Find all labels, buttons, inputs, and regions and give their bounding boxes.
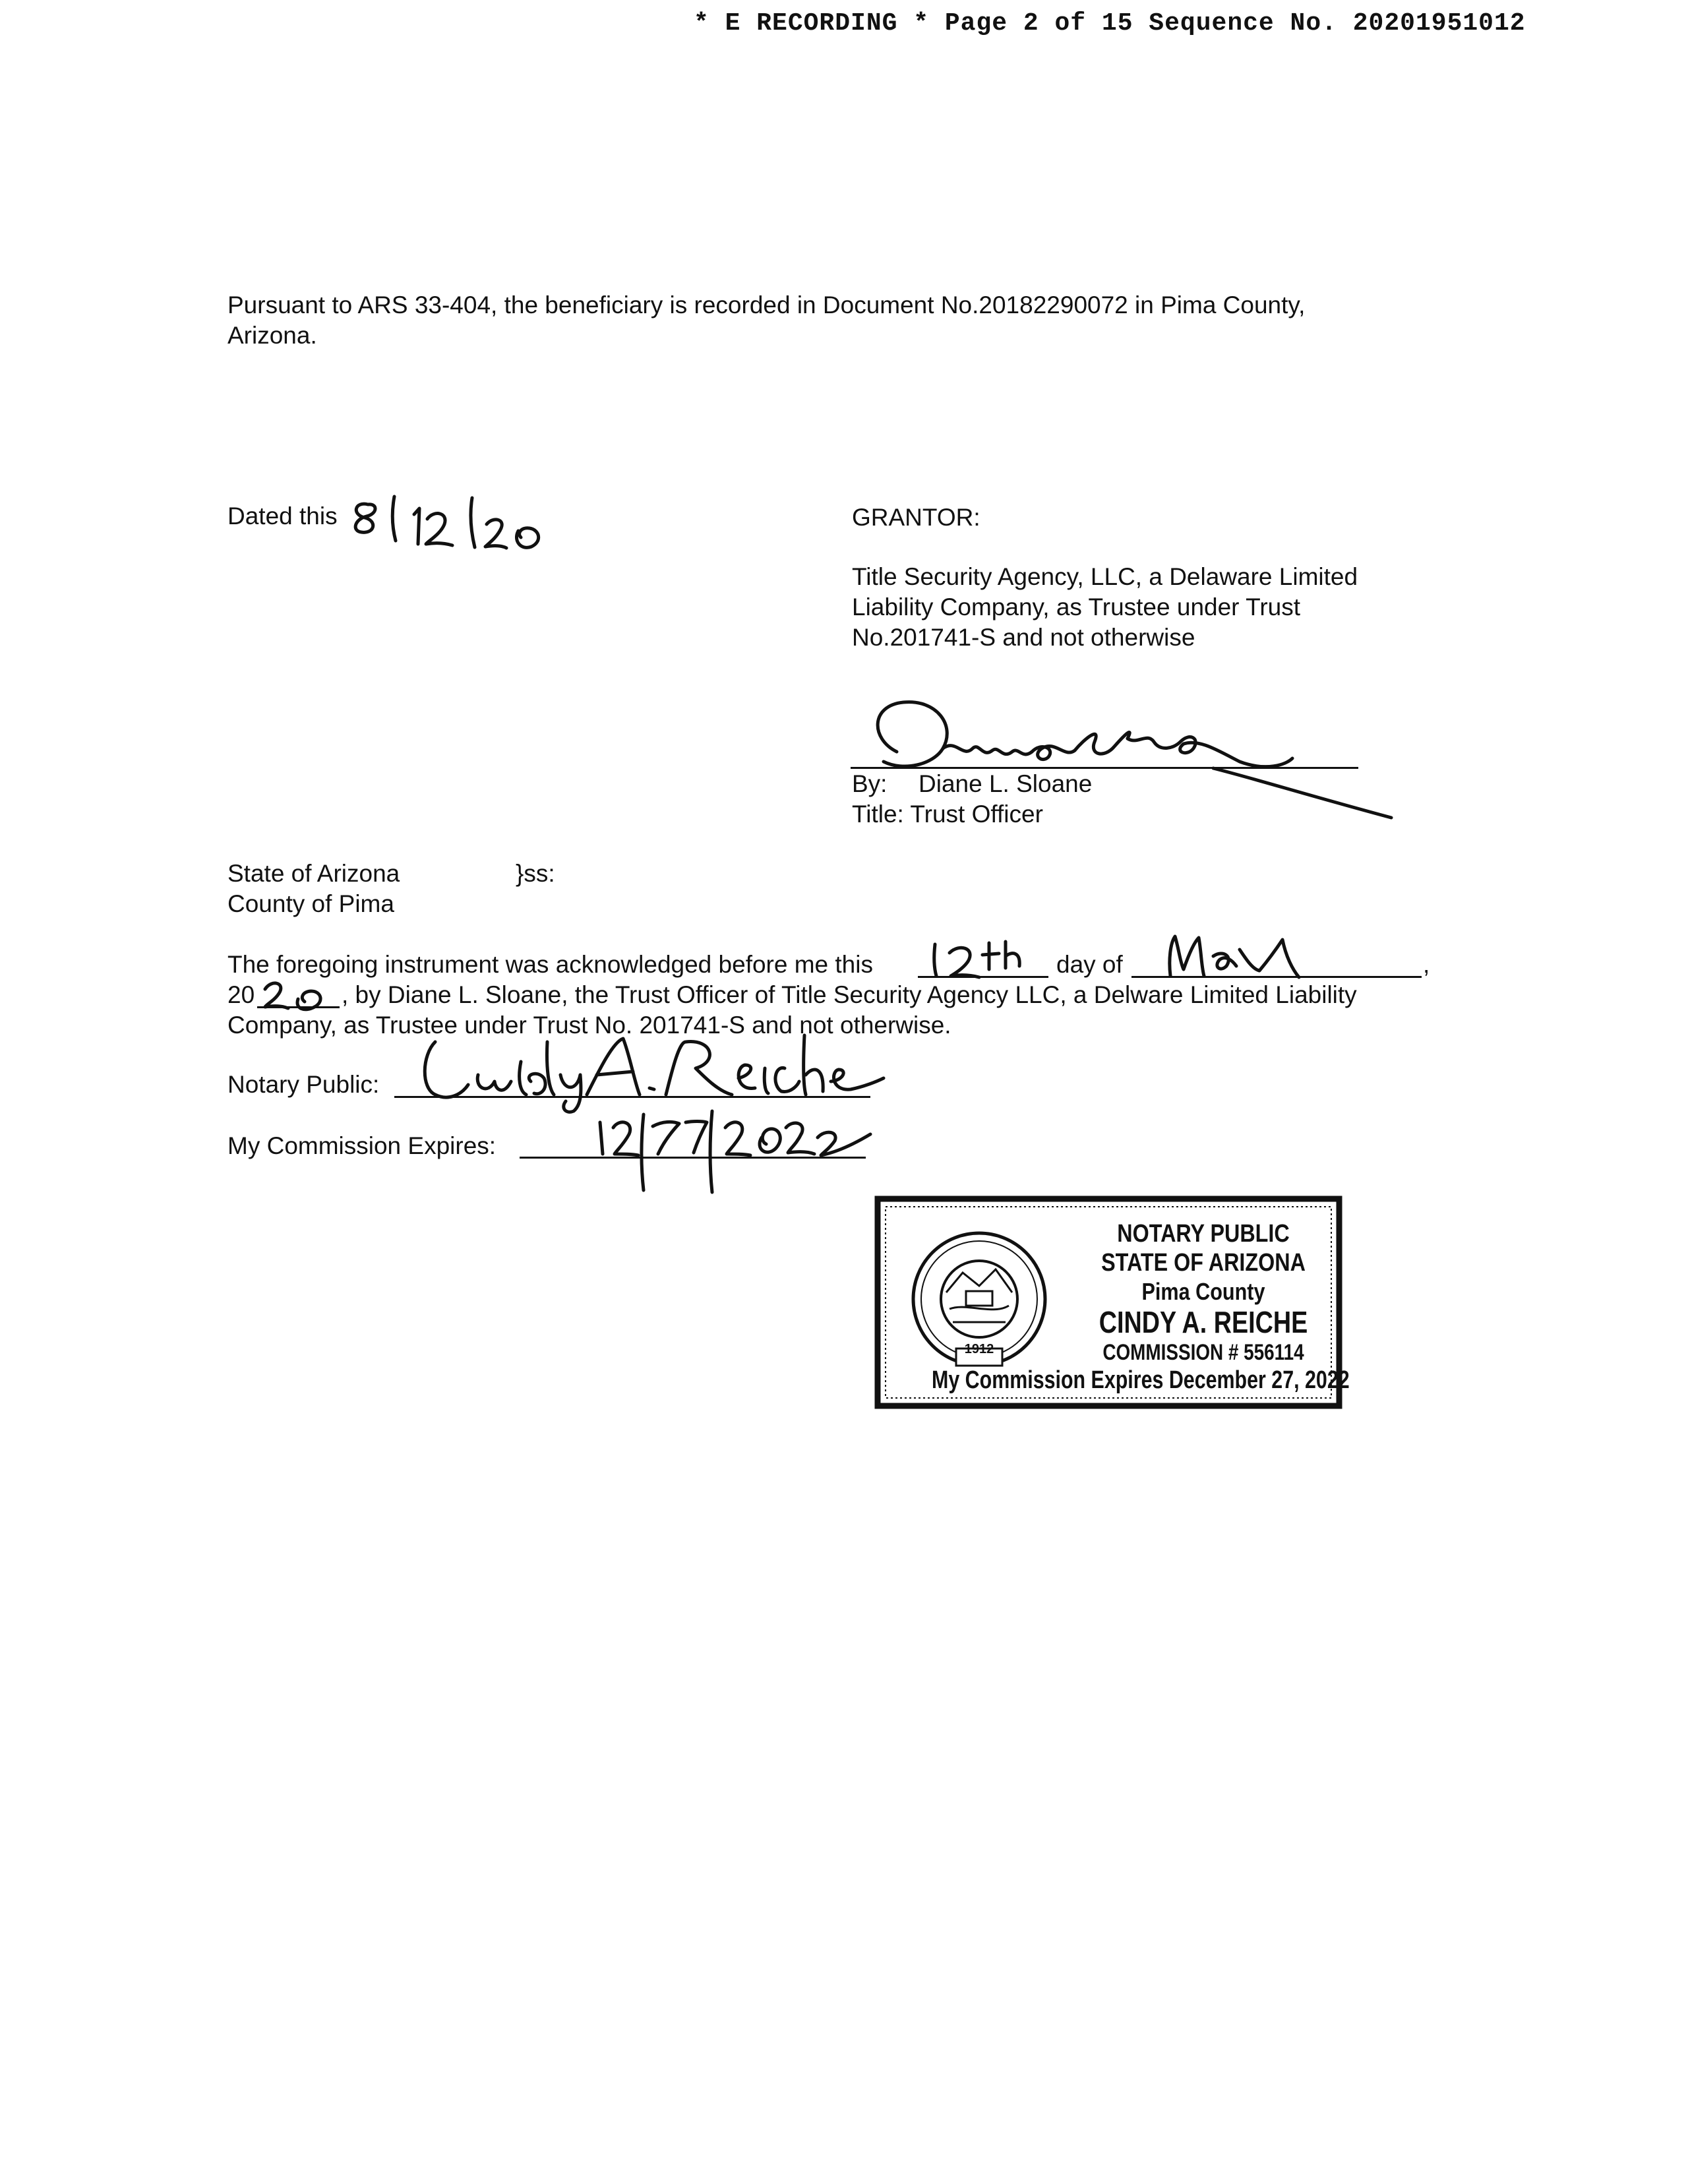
stamp-line-1: NOTARY PUBLIC <box>1117 1220 1290 1248</box>
by-name: Diane L. Sloane <box>919 770 1093 797</box>
grantor-line-2: Liability Company, as Trustee under Trust <box>852 593 1301 621</box>
county-line: County of Pima <box>227 890 394 917</box>
ss-label: }ss: <box>516 860 555 887</box>
seal-year: 1912 <box>964 1342 994 1356</box>
commission-handwritten <box>580 1108 884 1194</box>
stamp-line-6: My Commission Expires December 27, 2022 <box>932 1366 1350 1394</box>
by-label: By: <box>852 770 888 797</box>
ack-month-handwritten <box>1160 930 1306 983</box>
grantor-line-3: No.201741-S and not otherwise <box>852 624 1195 651</box>
pursuant-line-2: Arizona. <box>227 322 317 349</box>
recording-header: * E RECORDING * Page 2 of 15 Sequence No. 20201951012 <box>694 9 1526 38</box>
ack-line-3: Company, as Trustee under Trust No. 201741-S and not otherwise. <box>227 1012 951 1039</box>
grantor-label: GRANTOR: <box>852 504 980 531</box>
ack-year-handwritten <box>258 973 338 1012</box>
stamp-line-2: STATE OF ARIZONA <box>1101 1249 1306 1277</box>
ack-day-handwritten <box>923 936 1042 983</box>
notary-signature <box>396 1029 884 1114</box>
stamp-text-block <box>874 1194 1350 1411</box>
title-line: Title: Trust Officer <box>852 801 1043 828</box>
notary-label: Notary Public: <box>227 1071 380 1098</box>
pursuant-line-1: Pursuant to ARS 33-404, the beneficiary is recorded in Document No.20182290072 in Pima County, <box>227 291 1306 318</box>
ack-line-1-a: The foregoing instrument was acknowledged before me this <box>227 951 873 978</box>
dated-handwritten <box>348 485 559 557</box>
commission-label: My Commission Expires: <box>227 1132 497 1159</box>
grantor-line-1: Title Security Agency, LLC, a Delaware Limited <box>852 563 1358 590</box>
dated-label: Dated this <box>227 502 338 530</box>
state-line: State of Arizona <box>227 860 400 887</box>
ack-line-1-b: day of <box>1056 951 1123 978</box>
ack-comma: , <box>1423 951 1430 978</box>
stamp-line-5: COMMISSION # 556114 <box>1102 1340 1304 1365</box>
stamp-line-3: Pima County <box>1141 1278 1265 1305</box>
ack-line-2-rest: , by Diane L. Sloane, the Trust Officer of Title Security Agency LLC, a Delware Limited Liability <box>342 981 1357 1008</box>
stamp-line-4: CINDY A. REICHE <box>1099 1305 1308 1339</box>
ack-line-2-prefix: 20 <box>227 981 255 1008</box>
